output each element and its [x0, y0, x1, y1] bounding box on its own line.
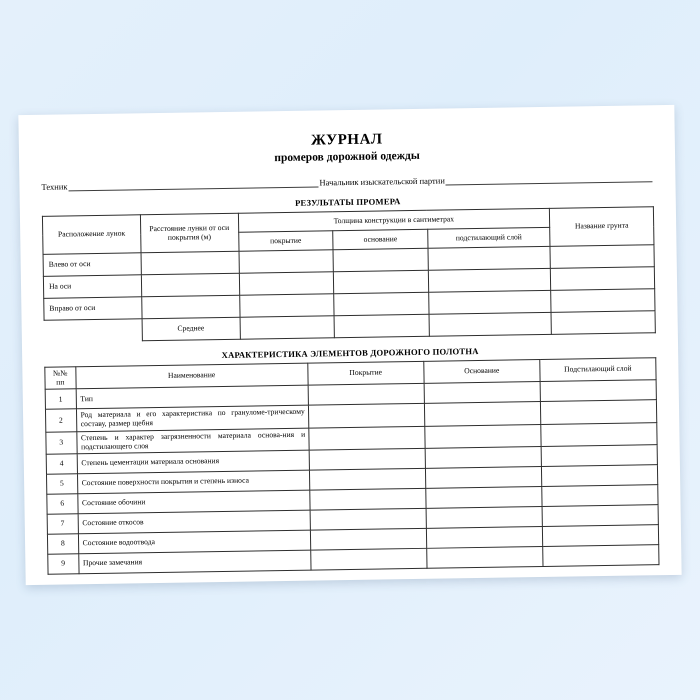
row-name: Состояние водоотвода	[78, 530, 310, 554]
cell-underlayer[interactable]	[428, 246, 551, 270]
row-name: Состояние откосов	[78, 510, 310, 534]
header-name: Наименование	[75, 363, 308, 389]
row-number: 1	[45, 389, 76, 409]
cell-coating[interactable]	[308, 384, 424, 406]
row-label-left-of-axis: Влево от оси	[43, 253, 141, 277]
spacer-cell	[44, 319, 142, 343]
header-coating: покрытие	[238, 231, 333, 251]
cell-coating[interactable]	[308, 404, 424, 428]
cell-underlayer[interactable]	[429, 290, 552, 314]
row-number: 6	[47, 494, 78, 514]
row-number: 9	[48, 554, 79, 574]
cell-coating[interactable]	[310, 489, 426, 511]
signature-row	[41, 172, 653, 192]
cell-coating[interactable]	[309, 426, 425, 450]
title-block	[41, 127, 653, 168]
cell-underlayer[interactable]	[541, 465, 657, 487]
page-subtitle: промеров дорожной одежды	[274, 149, 420, 165]
row-number: 4	[46, 454, 77, 474]
cell-distance[interactable]	[141, 295, 239, 319]
cell-coating[interactable]	[309, 469, 425, 491]
row-name: Состояние обочини	[77, 490, 309, 514]
cell-distance[interactable]	[141, 251, 239, 275]
cell-coating[interactable]	[239, 250, 334, 273]
header-distance: Расстояние лунки от оси покрытия (м)	[140, 213, 238, 253]
row-number: 7	[47, 514, 78, 534]
cell-underlayer[interactable]	[540, 400, 656, 424]
cell-underlayer[interactable]	[541, 445, 657, 467]
cell-coating[interactable]	[310, 549, 426, 571]
row-label-right-of-axis: Вправо от оси	[44, 297, 142, 321]
average-label: Среднее	[142, 317, 240, 341]
header-base: основание	[333, 229, 428, 249]
cell-base[interactable]	[334, 292, 429, 315]
cell-average-soil[interactable]	[551, 311, 655, 335]
section-title-characteristics: ХАРАКТЕРИСТИКА ЭЛЕМЕНТОВ ДОРОЖНОГО ПОЛОТНА	[221, 345, 479, 361]
header-row-number: №№ пп	[45, 367, 76, 390]
cell-base[interactable]	[425, 447, 541, 469]
cell-base[interactable]	[425, 424, 541, 448]
section-title-measurements: РЕЗУЛЬТАТЫ ПРОМЕРА	[294, 196, 401, 208]
header-base: Основание	[424, 360, 540, 384]
header-hole-position: Расположение лунок	[42, 215, 140, 255]
row-name: Прочие замечания	[78, 550, 310, 574]
cell-underlayer[interactable]	[428, 268, 551, 292]
cell-underlayer[interactable]	[542, 485, 658, 507]
row-name: Степень и характер загрязненности материала основа-ния и подстилающего слоя	[76, 428, 309, 454]
row-number: 8	[47, 534, 78, 554]
header-soil-name: Название грунта	[549, 207, 653, 247]
cell-underlayer[interactable]	[543, 545, 659, 567]
cell-soil[interactable]	[551, 289, 655, 313]
row-number: 2	[45, 409, 76, 432]
chief-line[interactable]	[446, 172, 653, 185]
cell-coating[interactable]	[239, 272, 334, 295]
cell-base[interactable]	[334, 270, 429, 293]
characteristics-table	[44, 357, 659, 575]
cell-underlayer[interactable]	[541, 423, 657, 447]
cell-average-underlayer[interactable]	[429, 312, 552, 336]
cell-base[interactable]	[333, 248, 428, 271]
header-underlayer: подстилающий слой	[428, 227, 550, 248]
cell-distance[interactable]	[141, 273, 239, 297]
row-number: 3	[46, 432, 77, 455]
cell-coating[interactable]	[309, 449, 425, 471]
cell-soil[interactable]	[550, 245, 654, 269]
cell-coating[interactable]	[310, 509, 426, 531]
cell-soil[interactable]	[550, 267, 654, 291]
cell-base[interactable]	[427, 547, 543, 569]
cell-base[interactable]	[424, 402, 540, 426]
row-number: 5	[46, 474, 77, 494]
row-name: Тип	[76, 386, 308, 410]
cell-underlayer[interactable]	[542, 505, 658, 527]
header-coating: Покрытие	[308, 361, 424, 385]
technician-line[interactable]	[68, 177, 318, 191]
cell-underlayer[interactable]	[540, 380, 656, 402]
cell-base[interactable]	[426, 507, 542, 529]
cell-base[interactable]	[426, 487, 542, 509]
cell-coating[interactable]	[310, 529, 426, 551]
row-name: Состояние поверхности покрытия и степень износа	[77, 470, 309, 494]
cell-base[interactable]	[425, 467, 541, 489]
cell-underlayer[interactable]	[542, 525, 658, 547]
measurements-table	[42, 206, 656, 343]
document-sheet	[18, 105, 681, 585]
row-name: Род материала и его характеристика по грануломе-трическому составу, размер щебня	[76, 406, 309, 432]
cell-average-coating[interactable]	[240, 316, 335, 339]
row-name: Степень цементации материала основания	[77, 450, 309, 474]
cell-average-base[interactable]	[334, 314, 429, 337]
header-thickness-group: Толщина конструкции в сантиметрах	[238, 208, 550, 232]
technician-label: Техник	[41, 181, 68, 192]
header-underlayer: Подстилающий слой	[540, 358, 656, 382]
row-label-on-axis: На оси	[43, 275, 141, 299]
cell-base[interactable]	[426, 527, 542, 549]
chief-label: Начальник изыскательской партии	[319, 175, 445, 188]
cell-coating[interactable]	[239, 294, 334, 317]
cell-base[interactable]	[424, 382, 540, 404]
page-title: ЖУРНАЛ	[310, 131, 383, 149]
